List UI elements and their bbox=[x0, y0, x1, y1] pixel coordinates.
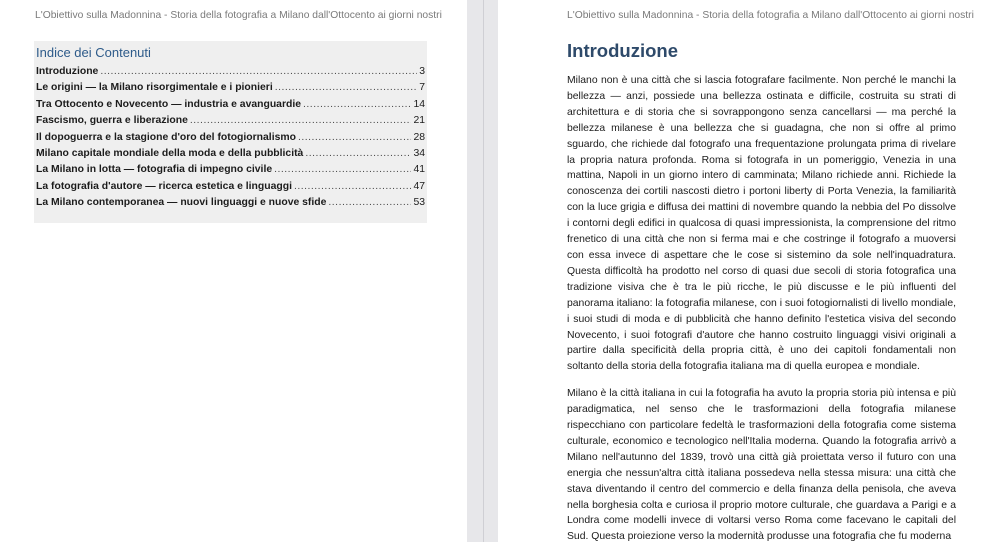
toc-entry[interactable] bbox=[36, 97, 425, 113]
page-left bbox=[0, 0, 467, 542]
toc-entry-label: Il dopoguerra e la stagione d'oro del fotogiornalismo bbox=[36, 131, 296, 143]
toc-dot-leader bbox=[275, 80, 418, 96]
toc-entry[interactable] bbox=[36, 162, 425, 178]
toc-entry-label: Tra Ottocento e Novecento — industria e avanguardie bbox=[36, 98, 302, 110]
toc-entry-page: 14 bbox=[413, 98, 425, 110]
toc-entry[interactable] bbox=[36, 195, 425, 211]
paragraph: Milano è la città italiana in cui la fotografia ha avuto la propria storia più intensa e più paradigmatica, nel senso che le trasformazioni della fotografia milanese rispecchiano con particolare fedeltà le trasformazioni della fotografia come sistema culturale, economico e tecnologico nell'Italia moderna. Quando la fotografia arrivò a Milano nell'autunno del 1839, trovò una città già proiettata verso il futuro con una energia che nessun'altra città italiana possedeva nella stessa misura: una città che stava diventando il centro del commercio e della finanza della penisola, che aveva nella borghesia colta e curiosa il proprio motore culturale, che guardava a Parigi e a Londra come modelli invece di voltarsi verso Roma come facevano le capitali del Sud. Questa proiezione verso la modernità produsse una fotografia che fu moderna bbox=[567, 388, 956, 542]
paragraph: Milano non è una città che si lascia fotografare facilmente. Non perché le manchi la bellezza — anzi, possiede una bellezza ostinata e difficile, costruita su strati di architettura e di storia che si sovrappongono senza cancellarsi — ma perché la bellezza milanese è una bellezza che si guadagna, che non si offre al primo sguardo, che richiede dal fotografo una frequentazione prolungata prima di rivelare la propria natura profonda. Roma si fotografa in un pomeriggio, Venezia in una mattina, Napoli in un giorno intero di camminata; Milano richiede anni. Richiede la conoscenza dei cortili nascosti dietro i portoni liberty di Porta Venezia, la familiarità con la luce grigia e diffusa dei mattini di novembre quando la nebbia del Po dissolve i contorni degli edifici in qualcosa di quasi impressionista, la comprensione del ritmo frenetico di una città che non si ferma mai e che costringe il fotografo a muoversi con essa invece di aspettare che le cose si sistemino da sole nell'inquadratura. Questa difficoltà ha prodotto nel corso di quasi due secoli di storia fotografica una tradizione visiva che è tra le più ricche, le più discusse e le più influenti del panorama italiano: la fotografia milanese, con i suoi fotogiornalisti di livello mondiale, i suoi studi di moda e di pubblicità che hanno definito l'estetica visiva del secondo Novecento, i suoi fotografi d'autore che hanno costruito linguaggi visivi originali a partire dalla specificità della propria città, è uno dei capitoli fondamentali non soltanto della storia della fotografia italiana ma di quella europea e mondiale. bbox=[567, 75, 956, 373]
toc-dot-leader bbox=[298, 130, 411, 146]
page-gutter bbox=[467, 0, 498, 542]
chapter-body bbox=[567, 73, 956, 542]
toc-entry[interactable] bbox=[36, 130, 425, 146]
running-header: L'Obiettivo sulla Madonnina - Storia della fotografia a Milano dall'Ottocento ai giorni nostri bbox=[567, 10, 974, 21]
toc-entry-label: La Milano contemporanea — nuovi linguaggi e nuove sfide bbox=[36, 197, 327, 209]
toc-entry[interactable] bbox=[36, 146, 425, 162]
toc-entry[interactable] bbox=[36, 64, 425, 80]
toc-entry-label: Fascismo, guerra e liberazione bbox=[36, 115, 188, 127]
toc-entry-page: 28 bbox=[413, 131, 425, 143]
toc-entry[interactable] bbox=[36, 80, 425, 96]
running-header: L'Obiettivo sulla Madonnina - Storia della fotografia a Milano dall'Ottocento ai giorni nostri bbox=[35, 10, 442, 21]
toc-entry-label: Le origini — la Milano risorgimentale e i pionieri bbox=[36, 82, 273, 94]
toc-entry[interactable] bbox=[36, 113, 425, 129]
toc-entry-page: 53 bbox=[413, 197, 425, 209]
toc-list bbox=[36, 64, 425, 212]
toc-title: Indice dei Contenuti bbox=[36, 45, 151, 60]
table-of-contents bbox=[34, 41, 427, 223]
page-right bbox=[498, 0, 986, 542]
gutter-divider bbox=[483, 0, 484, 542]
toc-entry-page: 47 bbox=[413, 180, 425, 192]
toc-dot-leader bbox=[305, 146, 411, 162]
toc-entry-page: 7 bbox=[419, 82, 425, 94]
chapter-title: Introduzione bbox=[567, 40, 678, 61]
toc-entry-label: La fotografia d'autore — ricerca estetica e linguaggi bbox=[36, 180, 292, 192]
toc-entry-page: 21 bbox=[413, 115, 425, 127]
toc-dot-leader bbox=[190, 113, 412, 129]
toc-dot-leader bbox=[274, 162, 411, 178]
toc-entry-label: Introduzione bbox=[36, 66, 99, 77]
toc-entry[interactable] bbox=[36, 179, 425, 195]
toc-entry-label: Milano capitale mondiale della moda e della pubblicità bbox=[36, 147, 304, 159]
toc-entry-page: 34 bbox=[413, 147, 425, 159]
toc-dot-leader bbox=[100, 64, 417, 80]
toc-dot-leader bbox=[303, 97, 411, 113]
toc-entry-label: La Milano in lotta — fotografia di impegno civile bbox=[36, 164, 273, 176]
toc-dot-leader bbox=[294, 179, 411, 195]
toc-dot-leader bbox=[328, 195, 411, 211]
toc-entry-page: 3 bbox=[419, 66, 425, 77]
toc-entry-page: 41 bbox=[413, 164, 425, 176]
